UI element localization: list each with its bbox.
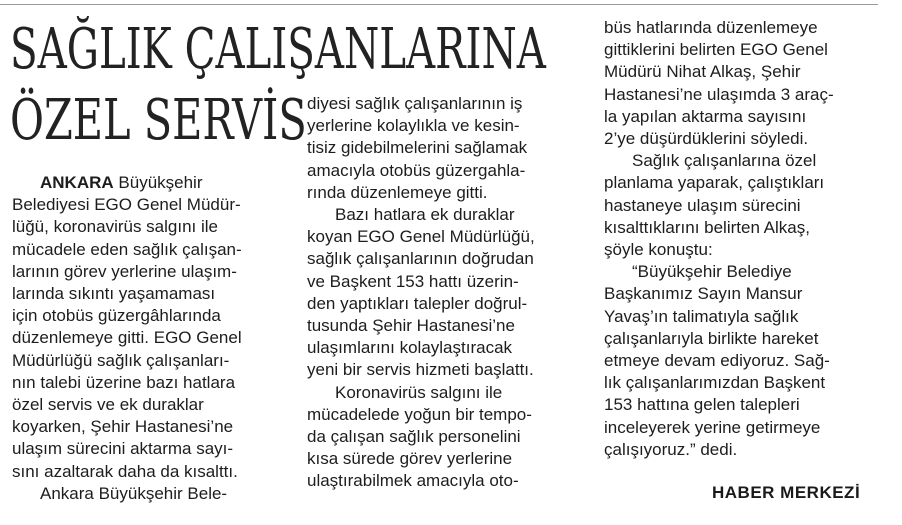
text-line: larının görev yerlerine ulaşım- [12, 261, 237, 281]
text-line: şöyle konuştu: [604, 240, 713, 260]
text-line: mücadelede yoğun bir tempo- [307, 404, 532, 424]
text-line: tisiz gidebilmelerini sağlamak [307, 138, 528, 158]
article-column-1 [12, 172, 280, 505]
text-line: yerlerine kolaylıkla ve kesin- [307, 116, 520, 136]
text-line: Ankara Büyükşehir Bele- [40, 483, 228, 503]
top-rule [0, 4, 878, 5]
text-line: özel servis ve ek duraklar [12, 395, 204, 415]
text-line: da çalışan sağlık personelini [307, 427, 521, 447]
text-line: Belediyesi EGO Genel Müdür- [12, 195, 241, 215]
text-line: lüğü, koronavirüs salgını ile [12, 217, 219, 237]
text-line: Bazı hatlara ek duraklar [335, 205, 515, 225]
text-line-fragment: Büyükşehir [113, 173, 203, 192]
text-line: gittiklerini belirten EGO Genel [604, 40, 828, 60]
text-line: den yaptıkları talepler doğrul- [307, 293, 528, 313]
text-line: mücadele eden sağlık çalışan- [12, 239, 242, 259]
article-column-3 [604, 17, 876, 461]
text-line: düzenlemeye gitti. EGO Genel [12, 328, 242, 348]
text-line: larında sıkıntı yaşamaması [12, 284, 216, 304]
text-line: büs hatlarında düzenlemeye [604, 18, 818, 37]
text-line: etmeye devam ediyoruz. Sağ- [604, 351, 830, 371]
text-line: kısa sürede görev yerlerine [307, 449, 513, 469]
text-line: Koronavirüs salgını ile [335, 382, 503, 402]
text-line: lık çalışanlarımızdan Başkent [604, 373, 826, 393]
text-line: ulaşım sürecini aktarma sayı- [12, 439, 234, 459]
text-line: ulaştırabilmek amacıyla oto- [307, 471, 519, 491]
text-line: ve Başkent 153 hattı üzerin- [307, 271, 519, 291]
text-line: koyan EGO Genel Müdürlüğü, [307, 227, 535, 247]
text-line: çalışıyoruz.” dedi. [604, 439, 738, 459]
text-line: Başkanımız Sayın Mansur [604, 284, 803, 304]
text-line: sağlık çalışanlarının doğrudan [307, 249, 534, 269]
text-line: Müdürlüğü sağlık çalışanları- [12, 350, 230, 370]
text-line: diyesi sağlık çalışanlarının iş [307, 94, 523, 113]
dateline: ANKARA [40, 173, 114, 192]
headline-line-1: SAĞLIK ÇALIŞANLARINA [10, 17, 546, 82]
text-line: rında düzenlemeye gitti. [307, 182, 488, 202]
text-line: koyarken, Şehir Hastanesi’ne [12, 417, 234, 437]
text-line: Yavaş’ın talimatıyla sağlık [604, 306, 799, 326]
text-line: Hastanesi’ne ulaşımda 3 araç- [604, 84, 834, 104]
text-line: kısalttıklarını belirten Alkaş, [604, 217, 810, 237]
text-line: tusunda Şehir Hastanesi’ne [307, 316, 515, 336]
byline: HABER MERKEZİ [712, 483, 861, 502]
text-line: la yapılan aktarma sayısını [604, 106, 807, 126]
text-line: inceleyerek yerine getirmeye [604, 417, 821, 437]
text-line: sını azaltarak daha da kısalttı. [12, 461, 238, 481]
text-line: ulaşımlarını kolaylaştıracak [307, 338, 513, 358]
text-line: 2’ye düşürdüklerini söyledi. [604, 129, 809, 149]
text-line: için otobüs güzergâhlarında [12, 306, 221, 326]
text-line: Müdürü Nihat Alkaş, Şehir [604, 62, 801, 82]
text-line: Sağlık çalışanlarına özel [632, 151, 817, 171]
text-line: yeni bir servis hizmeti başlattı. [307, 360, 534, 380]
text-line: çalışanlarıyla birlikte hareket [604, 328, 819, 348]
text-line: hastaneye ulaşım sürecini [604, 195, 801, 215]
text-line: 153 hattına gelen talepleri [604, 395, 800, 415]
text-line: nın talebi üzerine bazı hatlara [12, 372, 236, 392]
text-line: “Büyükşehir Belediye [632, 262, 792, 282]
headline-line-2: ÖZEL SERVİS [10, 88, 307, 153]
text-line: amacıyla otobüs güzergahla- [307, 160, 526, 180]
text-line: planlama yaparak, çalıştıkları [604, 173, 825, 193]
article-column-2 [307, 93, 579, 493]
text-line [12, 172, 280, 194]
